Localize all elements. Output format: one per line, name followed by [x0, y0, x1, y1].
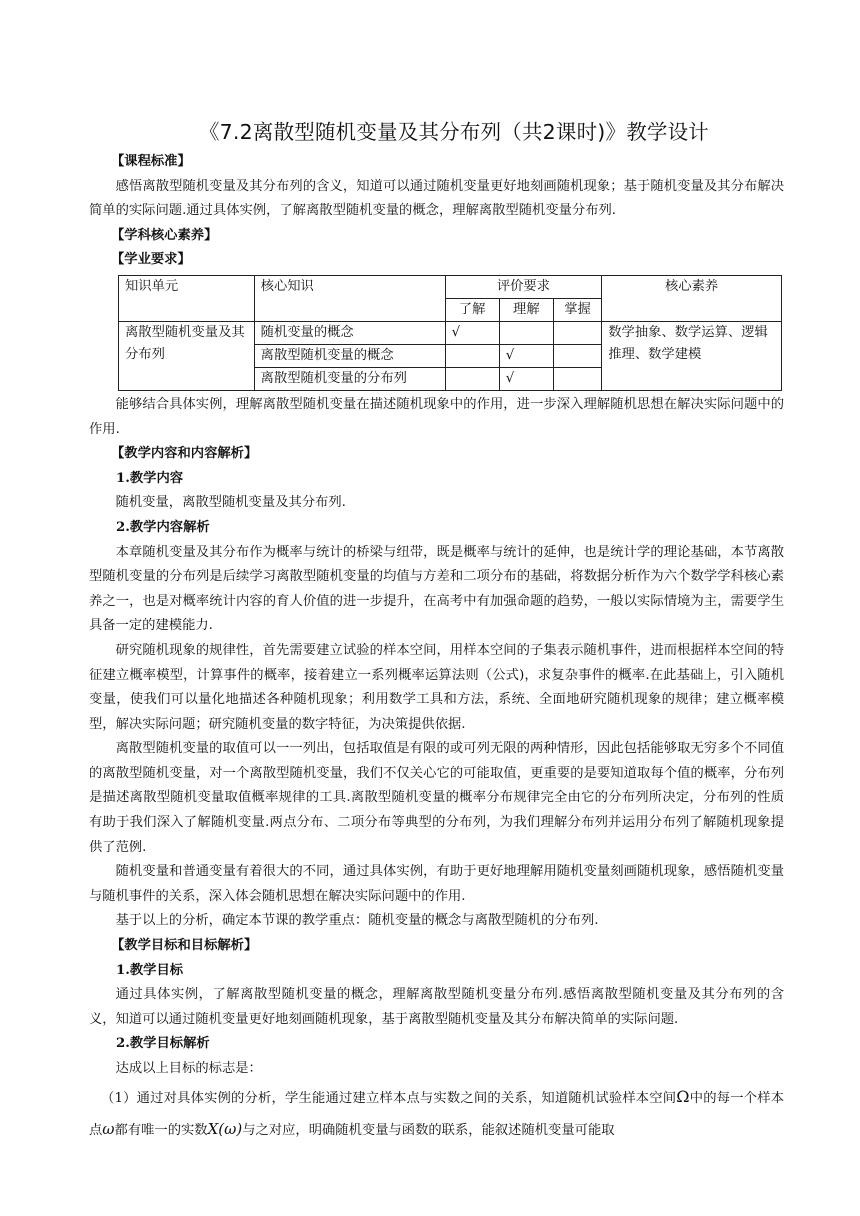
academic-requirement-text: 能够结合具体实例，理解离散型随机变量在描述随机现象中的作用，进一步深入理解随机思想在解决实际问题中的作用.	[89, 396, 784, 437]
requirement-table	[118, 275, 782, 391]
table-cell-understand	[445, 367, 499, 390]
table-header-unit: 知识单元	[119, 275, 255, 321]
table-cell-unit: 离散型随机变量及其分布列	[119, 321, 255, 390]
table-header-row	[119, 275, 782, 298]
goal-subheading-1: 1.教学目标	[116, 962, 184, 978]
table-row	[119, 321, 782, 344]
table-cell-comprehend: √	[499, 344, 553, 367]
omega-symbol: Ω	[676, 1086, 690, 1106]
table-cell-master	[553, 367, 601, 390]
table-cell-understand: √	[445, 321, 499, 344]
table-header-knowledge: 核心知识	[254, 275, 445, 321]
table-cell-knowledge: 离散型随机变量的分布列	[254, 367, 445, 390]
content-paragraph: 本章随机变量及其分布作为概率与统计的桥梁与纽带，既是概率与统计的延伸，也是统计学的理论基础，本节离散型随机变量的分布列是后续学习离散型随机变量的均值与方差和二项分布的基础，将数据分析作为六个数学学科核心素养之一，也是对概率统计内容的育人价值的进一步提升，在高考中有加强命题的趋势，一般以实际情境为主，需要学生具备一定的建模能力.	[89, 544, 784, 634]
x-omega-expression: X(ω)	[207, 1119, 243, 1138]
document-body	[89, 150, 784, 1146]
omega-small-symbol: ω	[102, 1119, 115, 1138]
goal-heading: 【教学目标和目标解析】	[111, 938, 258, 954]
page-title: 《7.2离散型随机变量及其分布列（共2课时)》教学设计	[198, 120, 710, 144]
goal-subheading-2: 2.教学目标解析	[116, 1036, 210, 1052]
goal-item-1-part-d: 与之对应，明确随机变量与函数的联系，能叙述随机变量可能取	[242, 1122, 615, 1138]
course-standard-text: 感悟离散型随机变量及其分布列的含义，知道可以通过随机变量更好地刻画随机现象；基于随机变量及其分布解决简单的实际问题.通过具体实例，了解离散型随机变量的概念，理解离散型随机变量分布列.	[89, 178, 784, 219]
table-header-literacy: 核心素养	[602, 275, 782, 321]
table-header-master: 掌握	[553, 298, 601, 321]
table-cell-knowledge: 随机变量的概念	[254, 321, 445, 344]
table-cell-literacy: 数学抽象、数学运算、逻辑推理、数学建模	[602, 321, 782, 390]
table-header-understand: 了解	[445, 298, 499, 321]
goal-item-1-part-a: （1）通过对具体实例的分析，学生能通过建立样本点与实数之间的关系，知道随机试验样本空间	[100, 1090, 677, 1106]
table-cell-understand	[445, 344, 499, 367]
content-text-1: 随机变量，离散型随机变量及其分布列.	[115, 495, 346, 511]
content-subheading-2: 2.教学内容解析	[116, 519, 210, 535]
content-heading: 【教学内容和内容解析】	[111, 446, 258, 462]
content-paragraph: 研究随机现象的规律性，首先需要建立试验的样本空间，用样本空间的子集表示随机事件，进而根据样本空间的特征建立概率模型，计算事件的概率，接着建立一系列概率运算法则（公式)，求复杂事件的概率.在此基础上，引入随机变量，使我们可以量化地描述各种随机现象；利用数学工具和方法，系统、全面地研究随机现象的规律；建立概率模型，解决实际问题；研究随机变量的数字特征，为决策提供依据.	[89, 642, 784, 732]
goal-item-1-part-c: 都有唯一的实数	[114, 1122, 208, 1138]
goal-text-2: 达成以上目标的标志是：	[115, 1061, 262, 1076]
core-literacy-heading: 【学科核心素养】	[111, 227, 218, 243]
content-paragraph: 基于以上的分析，确定本节课的教学重点：随机变量的概念与离散型随机的分布列.	[115, 913, 599, 929]
table-header-eval: 评价要求	[445, 275, 602, 298]
content-paragraph: 随机变量和普通变量有着很大的不同，通过具体实例，有助于更好地理解用随机变量刻画随机现象，感悟随机变量与随机事件的关系，深入体会随机思想在解决实际问题中的作用.	[89, 864, 784, 904]
goal-item-1	[89, 1082, 784, 1146]
content-subheading-1: 1.教学内容	[116, 470, 184, 486]
course-standard-heading: 【课程标准】	[111, 154, 191, 169]
goal-item-1-part-b: 中的每一个样本点	[89, 1090, 784, 1138]
goal-text-1: 通过具体实例，了解离散型随机变量的概念，理解离散型随机变量分布列.感悟离散型随机变量及其分布列的含义，知道可以通过随机变量更好地刻画随机现象，基于离散型随机变量及其分布解决简单的实际问题.	[89, 987, 784, 1027]
table-cell-comprehend: √	[499, 367, 553, 390]
table-cell-knowledge: 离散型随机变量的概念	[254, 344, 445, 367]
content-paragraph: 离散型随机变量的取值可以一一列出，包括取值是有限的或可列无限的两种情形，因此包括能够取无穷多个不同值的离散型随机变量，对一个离散型随机变量，我们不仅关心它的可能取值，更重要的是要知道取每个值的概率，分布列是描述离散型随机变量取值概率规律的工具.离散型随机变量的概率分布规律完全由它的分布列所决定，分布列的性质有助于我们深入了解随机变量.两点分布、二项分布等典型的分布列，为我们理解分布列并运用分布列了解随机现象提供了范例.	[89, 741, 784, 855]
table-cell-master	[553, 321, 601, 344]
table-cell-comprehend	[499, 321, 553, 344]
table-header-comprehend: 理解	[499, 298, 553, 321]
table-cell-master	[553, 344, 601, 367]
academic-requirement-heading: 【学业要求】	[111, 252, 191, 268]
